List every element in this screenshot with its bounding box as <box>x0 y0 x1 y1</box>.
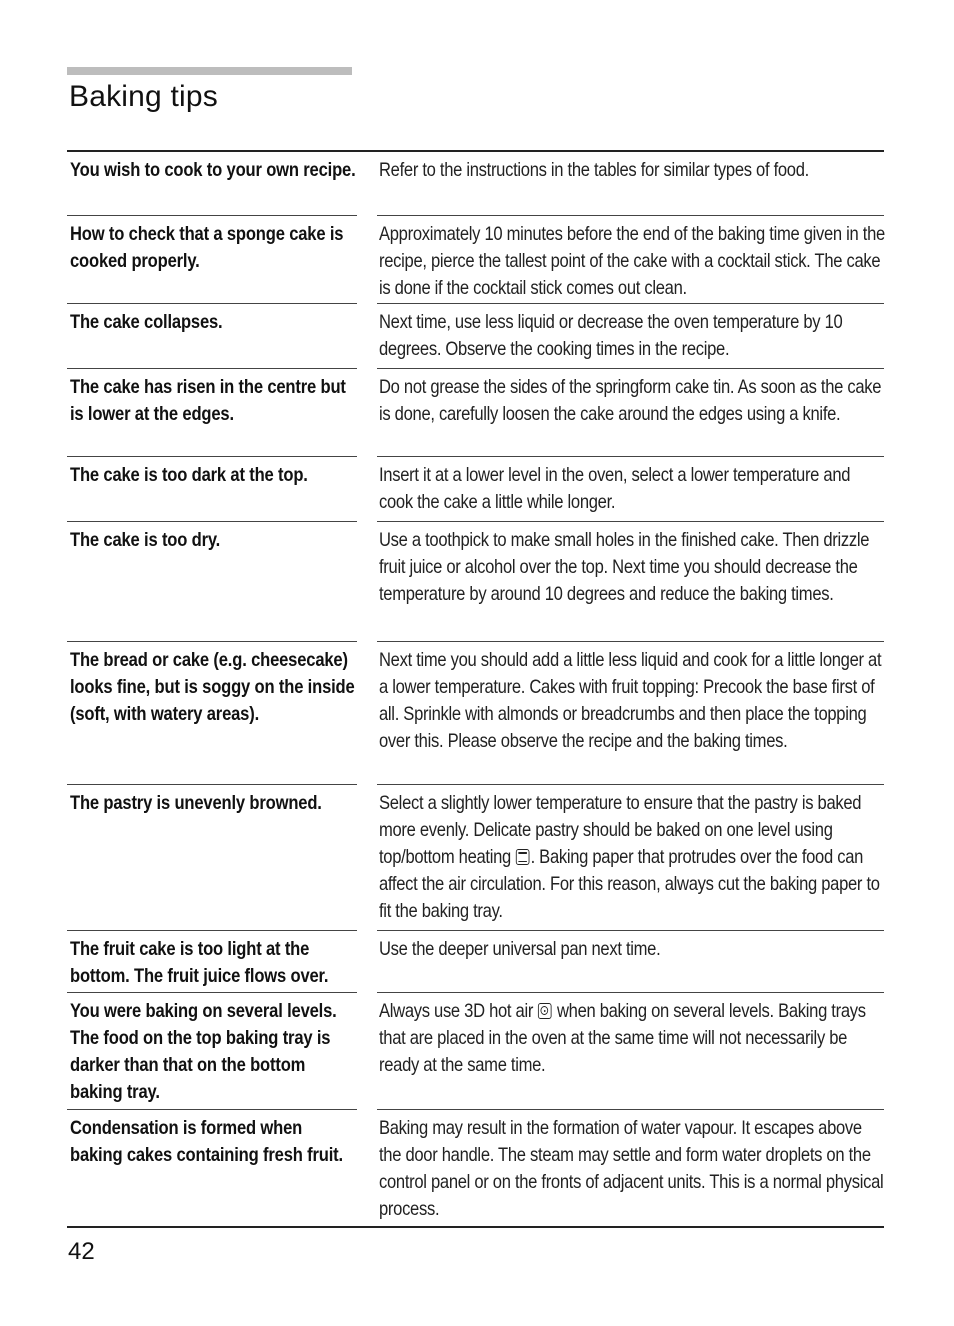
tip-solution: Refer to the instructions in the tables for similar types of food. <box>377 152 884 216</box>
tip-solution: Next time you should add a little less liquid and cook for a little longer at a lower temperature. Cakes with fruit topping: Precook the base first of all. Sprinkle with almonds or breadcrumbs and then place the topping over this. Please observe the recipe and the baking times. <box>377 642 884 785</box>
page-title: Baking tips <box>69 80 218 113</box>
hot-air-icon <box>538 1003 552 1019</box>
tip-problem: The cake has risen in the centre but is lower at the edges. <box>67 369 357 457</box>
tip-problem: The cake collapses. <box>67 304 357 369</box>
tip-row <box>67 457 884 522</box>
tip-solution: Select a slightly lower temperature to ensure that the pastry is baked more evenly. Delicate pastry should be baked on one level using top/bottom heating . Baking paper that protrudes over the food can affect the air circulation. For this reason, always cut the baking paper to fit the baking tray. <box>377 785 884 931</box>
tip-problem: You wish to cook to your own recipe. <box>67 152 357 216</box>
tip-solution: Use a toothpick to make small holes in the finished cake. Then drizzle fruit juice or alcohol over the top. Next time you should decrease the temperature by around 10 degrees and reduce the baking times. <box>377 522 884 642</box>
tip-solution: Next time, use less liquid or decrease the oven temperature by 10 degrees. Observe the cooking times in the recipe. <box>377 304 884 369</box>
title-bar <box>67 67 352 75</box>
tip-row <box>67 785 884 931</box>
tip-problem: The cake is too dark at the top. <box>67 457 357 522</box>
tip-solution: Always use 3D hot air when baking on several levels. Baking trays that are placed in the oven at the same time will not necessarily be ready at the same time. <box>377 993 884 1110</box>
tip-row <box>67 152 884 216</box>
tip-problem: The bread or cake (e.g. cheesecake) looks fine, but is soggy on the inside (soft, with watery areas). <box>67 642 357 785</box>
tip-problem: The pastry is unevenly browned. <box>67 785 357 931</box>
tip-row <box>67 216 884 304</box>
tip-row <box>67 304 884 369</box>
tip-problem: You were baking on several levels. The food on the top baking tray is darker than that on the bottom baking tray. <box>67 993 357 1110</box>
tip-row <box>67 642 884 785</box>
tip-solution: Baking may result in the formation of water vapour. It escapes above the door handle. The steam may settle and form water droplets on the control panel or on the fronts of adjacent units. This is a normal physical process. <box>379 1117 884 1220</box>
tip-row <box>67 931 884 993</box>
tip-solution: Approximately 10 minutes before the end of the baking time given in the recipe, pierce the tallest point of the cake with a cocktail stick. The cake is done if the cocktail stick comes out clean. <box>377 216 884 304</box>
tip-problem: The cake is too dry. <box>67 522 357 642</box>
top-bottom-heating-icon <box>516 849 530 865</box>
tip-solution: Use the deeper universal pan next time. <box>377 931 884 993</box>
tip-row <box>67 993 884 1110</box>
tip-row <box>67 522 884 642</box>
tip-problem: The fruit cake is too light at the bottom. The fruit juice flows over. <box>67 931 357 993</box>
page-number: 42 <box>68 1238 95 1265</box>
tips-table <box>67 150 884 1228</box>
tip-row <box>67 369 884 457</box>
tip-problem: Condensation is formed when baking cakes containing fresh fruit. <box>70 1117 343 1166</box>
table-bottom-rule <box>67 1226 884 1228</box>
tip-solution: Insert it at a lower level in the oven, select a lower temperature and cook the cake a little while longer. <box>377 457 884 522</box>
tip-problem: How to check that a sponge cake is cooked properly. <box>67 216 357 304</box>
tip-solution: Do not grease the sides of the springform cake tin. As soon as the cake is done, carefully loosen the cake around the edges using a knife. <box>377 369 884 457</box>
tip-row <box>67 1110 884 1226</box>
